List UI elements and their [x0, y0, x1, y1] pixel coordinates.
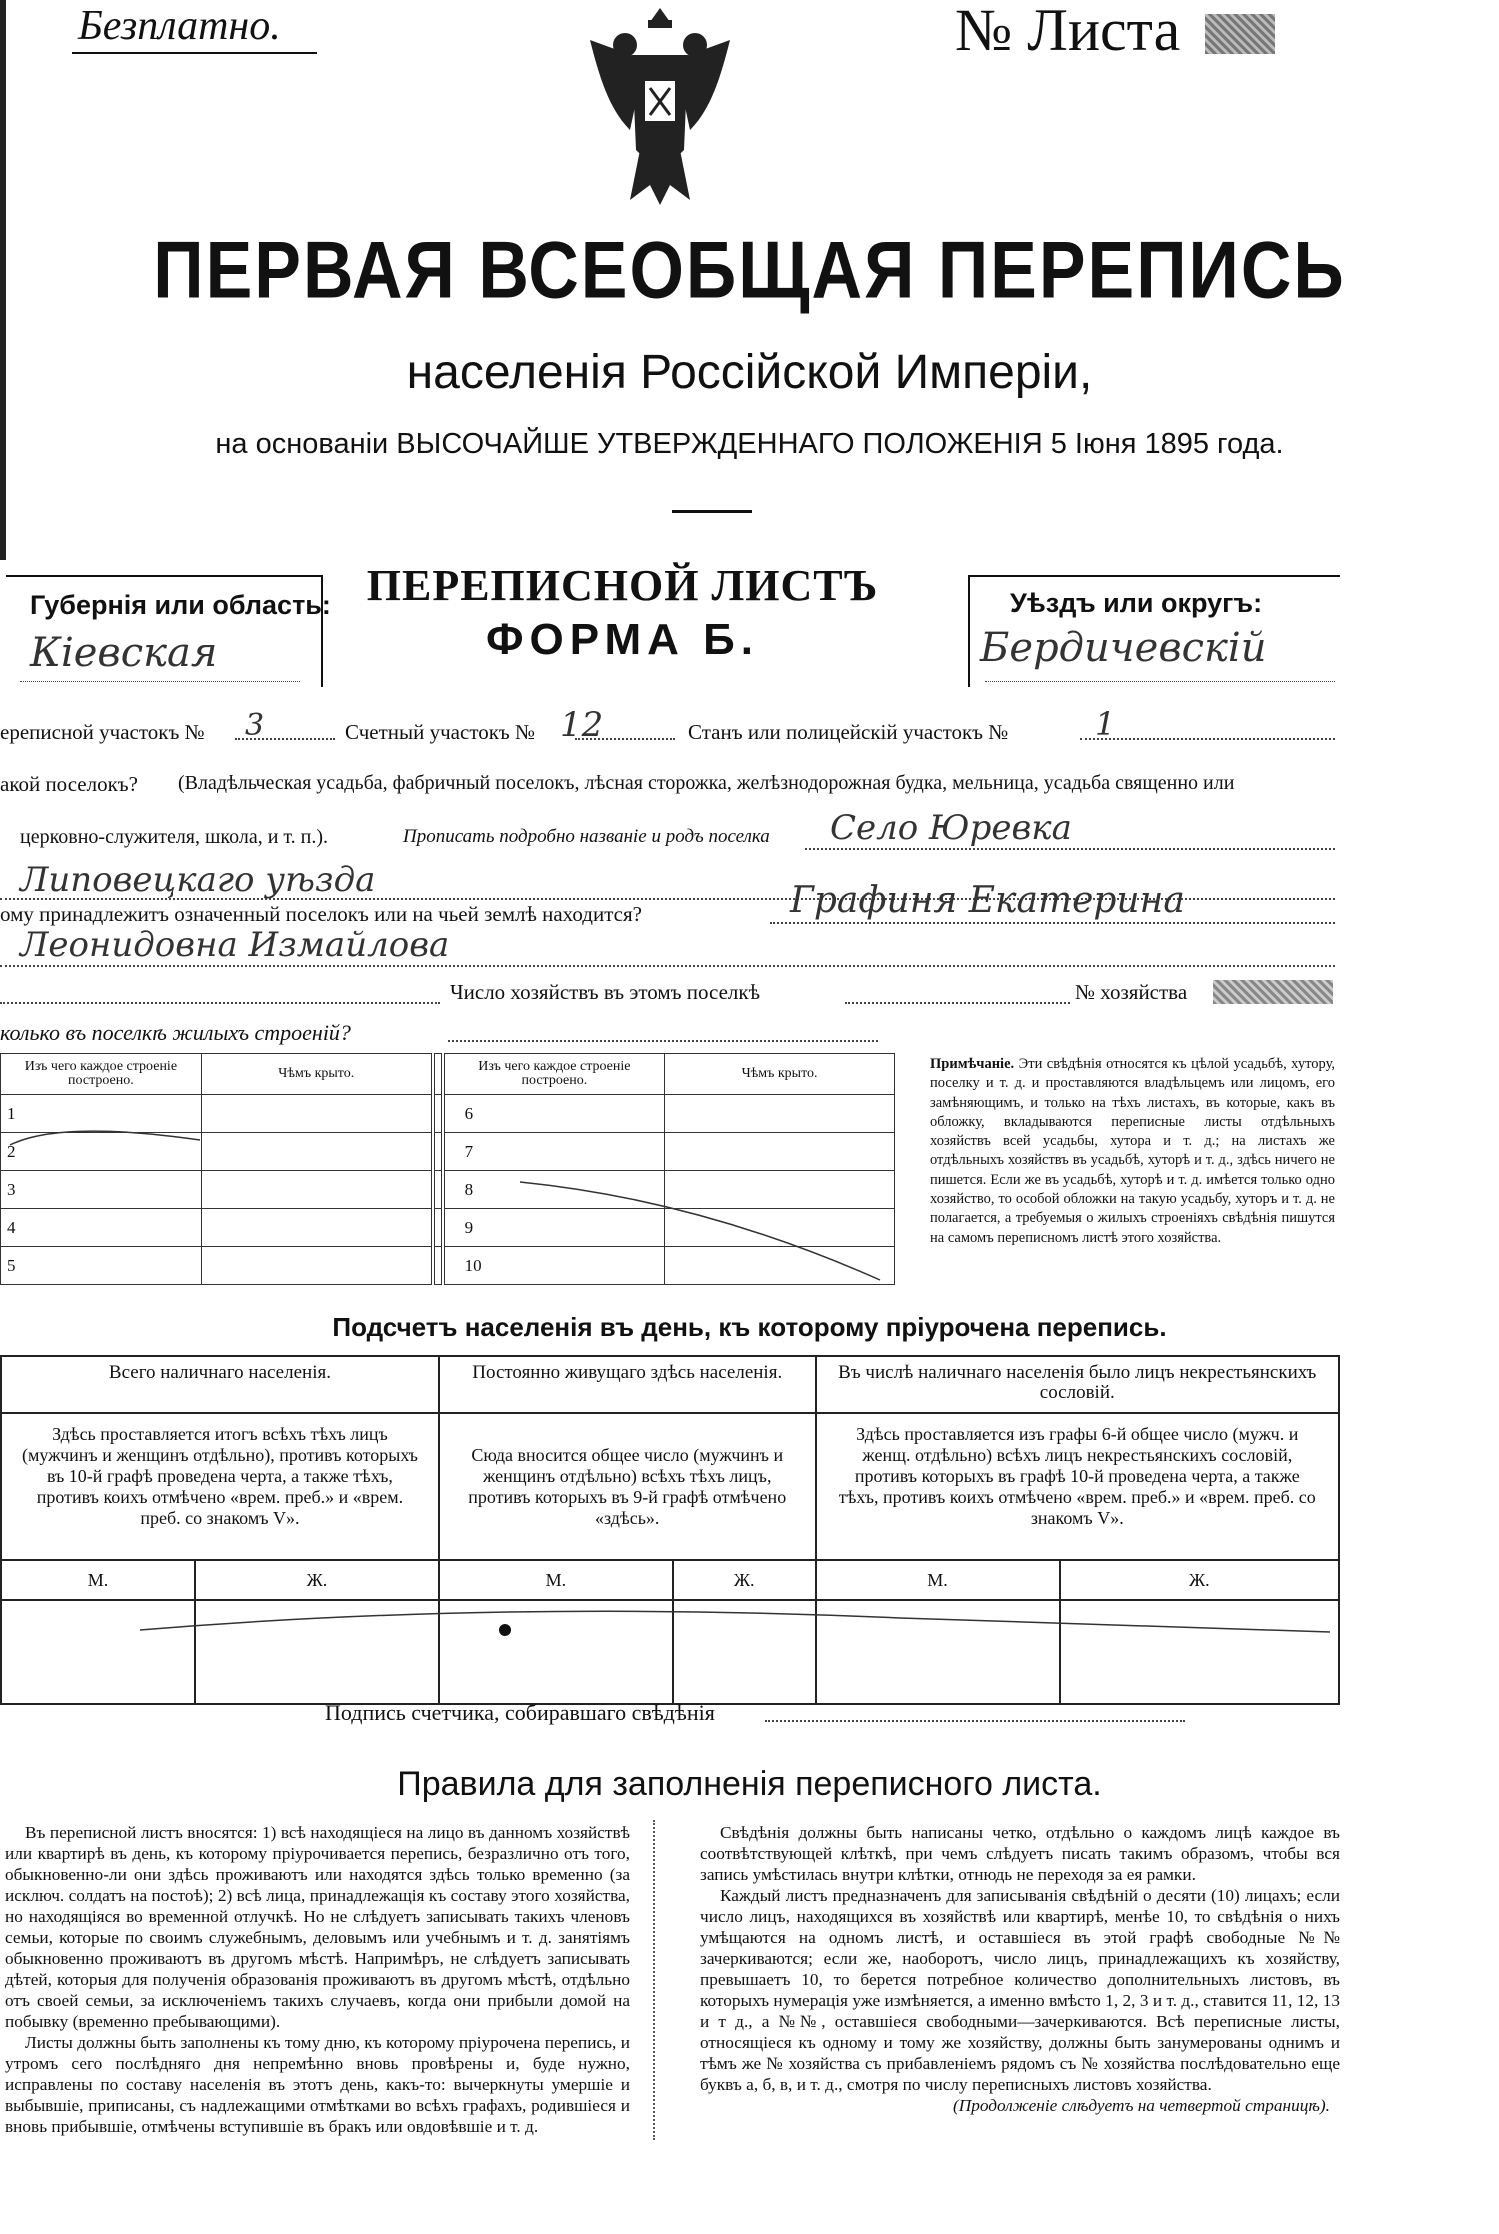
- rules-continued: (Продолженіе слѣдуетъ на четвертой страницѣ).: [952, 2096, 1330, 2115]
- col1-zh: Ж.: [195, 1560, 439, 1600]
- free-label: Безплатно.: [78, 3, 281, 49]
- summary-strike-line: [0, 1600, 1340, 1660]
- owner-label: ому принадлежитъ означенный поселокъ или на чьей землѣ находится?: [0, 902, 642, 926]
- summary-desc-row: [1, 1413, 1339, 1560]
- sheet-number-redacted: [1205, 14, 1275, 54]
- row-number: 7: [443, 1133, 665, 1171]
- col-material-right: Изъ чего каждое строеніе построено.: [443, 1054, 665, 1095]
- buildings-field: [448, 1040, 878, 1042]
- guberniya-underline: [20, 680, 300, 682]
- col1-m: М.: [1, 1560, 195, 1600]
- row-number: 9: [443, 1209, 665, 1247]
- rules-right-p1: Свѣдѣнія должны быть написаны четко, отдѣльно о каждомъ лицѣ каждое въ соотвѣтствующей клѣткѣ, при чемъ слѣдуетъ писать такимъ образомъ, чтобы вся запись умѣстилась внутри клѣтки, отнюдь не переходя за ея рамки.: [700, 1823, 1340, 1884]
- owner-field-2: [0, 965, 1335, 967]
- basis-line: на основаніи ВЫСОЧАЙШЕ УТВЕРЖДЕННАГО ПОЛОЖЕНІЯ 5 Іюня 1895 года.: [215, 428, 1284, 460]
- perepisnoy-label: ереписной участокъ №: [0, 720, 205, 744]
- rules-left-p1: Въ переписной листъ вносятся: 1) всѣ находящіеся на лицо въ данномъ хозяйствѣ или квартирѣ въ день, къ которому пріурочивается перепись, безразлично отъ того, обыкновенно-ли они здѣсь проживаютъ или находятся здѣсь только временно (за исключ. солдатъ на постоѣ); 2) всѣ лица, принадлежащія къ составу этого хозяйства, но находящіяся во временной отлучкѣ. Но не слѣдуетъ записывать такихъ членовъ семьи, которые по своимъ служебнымъ, деловымъ или учебнымъ и т. д. занятіямъ обыкновенно проживаютъ въ другомъ мѣстѣ. Напримѣръ, не слѣдуетъ записывать дѣтей, которыя для полученія образованія проживаютъ въ другомъ мѣстѣ, отдѣльно отъ своей семьи, за исключеніемъ такихъ случаевъ, когда они прибыли домой на побывку (временно пребывающими).: [5, 1823, 630, 2031]
- col2-m: М.: [439, 1560, 673, 1600]
- poselok-hint-2: церковно-служителя, школа, и т. п.).: [20, 826, 328, 848]
- col-roof-left: Чѣмъ крыто.: [201, 1054, 432, 1095]
- note-text: Эти свѣдѣнія относятся къ цѣлой усадьбѣ, хутору, поселку и т. д. и проставляются владѣльцемъ или лицомъ, его замѣняющимъ, и только на тѣхъ листахъ, въ которые, какъ въ обложку, вкладываются переписные листы отдѣльныхъ хозяйствъ всей усадьбы, хутора и т. д.; на листахъ же отдѣльныхъ хозяйствъ въ усадьбѣ, хуторѣ и т. д., здѣсь ничего не пишется. Если же въ усадьбѣ, хуторѣ и т. д. имѣется только одно хозяйство, то особой обложки на такую усадьбу, хуторъ и т. д. не полагается, а требуемыя о жилыхъ строеніяхъ свѣдѣнія пишутся на самомъ переписномъ листѣ этого хозяйства.: [930, 1056, 1336, 1246]
- row-number: 3: [1, 1171, 202, 1209]
- poselok-hint: (Владѣльческая усадьба, фабричный поселокъ, лѣсная сторожка, желѣзнодорожная будка, мельница, усадьба священно или: [178, 772, 1235, 794]
- summary-title: Подсчетъ населенія въ день, къ которому пріурочена перепись.: [332, 1312, 1167, 1342]
- poselok-field-1: [805, 848, 1335, 850]
- rules-left-p2: Листы должны быть заполнены къ тому дню, къ которому пріурочена перепись, и утромъ сего послѣдняго дня непремѣнно вновь провѣрены и, буде нужно, исправлены по составу населенія въ этотъ день, какъ-то: вычеркнуты умершіе и выбывшіе, приписаны, съ надлежащими отмѣтками во всѣхъ графахъ, родившіеся и вновь прибывшіе, отмѣчены вступившіе въ бракъ или овдовѣвшіе и т. д.: [5, 2033, 630, 2136]
- col-roof-right: Чѣмъ крыто.: [665, 1054, 895, 1095]
- form-subtitle: ФОРМА Б.: [485, 615, 760, 664]
- schetny-label: Счетный участокъ №: [345, 720, 536, 744]
- poselok-instruction: Прописать подробно названіе и родъ поселка: [403, 826, 770, 847]
- stan-label: Станъ или полицейскій участокъ №: [688, 720, 1009, 744]
- households-label: Число хозяйствъ въ этомъ поселкѣ: [450, 980, 760, 1004]
- form-title: ПЕРЕПИСНОЙ ЛИСТЪ: [366, 561, 879, 610]
- col3-zh: Ж.: [1060, 1560, 1339, 1600]
- owner-field-1: [770, 922, 1335, 924]
- row-number: 8: [443, 1171, 665, 1209]
- signature-label: Подпись счетчика, собиравшаго свѣдѣнія: [325, 1700, 715, 1725]
- rules-right-p2: Каждый листъ предназначенъ для записыванія свѣдѣній о десяти (10) лицахъ; если число лицъ, находящихся въ хозяйствѣ или квартирѣ, менѣе 10, то свѣдѣнія о нихъ умѣщаются на одномъ листѣ, и оставшіеся въ этой графѣ свободные №№ зачеркиваются; если же, наоборотъ, число лицъ, принадлежащихъ къ хозяйству, превышаетъ 10, то берется потребное количество дополнительныхъ листовъ, въ которыхъ нумерація уже измѣняется, а именно вмѣсто 1, 2, 3 и т. д., ставится 11, 12, 13 и т д., а №№, оставшіеся свободными—зачеркиваются. Всѣ переписные листы, относящіеся къ одному и тому же хозяйству, должны быть занумерованы однимъ и тѣмъ же № хозяйства съ прибавленіемъ рядомъ съ № хозяйства послѣдовательно еще буквъ а, б, в, и т. д., смотря по числу переписныхъ листовъ хозяйства.: [700, 1886, 1340, 2094]
- free-underline: [72, 52, 317, 54]
- poselok-label: акой поселокъ?: [0, 772, 138, 796]
- signature-field: [765, 1720, 1185, 1722]
- row-number: 10: [443, 1247, 665, 1285]
- household-no-redacted: [1213, 980, 1333, 1004]
- rules-right-column: [700, 1822, 1340, 2116]
- page-title: ПЕРВАЯ ВСЕОБЩАЯ ПЕРЕПИСЬ: [153, 225, 1346, 315]
- sheet-number-label: № Листа: [955, 0, 1181, 63]
- schetny-value: 12: [560, 705, 604, 745]
- col1-desc: Здѣсь проставляется итогъ всѣхъ тѣхъ лицъ (мужчинъ и женщинъ отдѣльно), противъ которыхъ въ 10-й графѣ проведена черта, а также тѣхъ, противъ коихъ отмѣчено «врем. преб.» и «врем. преб. со знакомъ V».: [1, 1413, 439, 1560]
- households-dots: [0, 1002, 440, 1004]
- guberniya-value: Кіевская: [30, 630, 218, 676]
- col2-zh: Ж.: [673, 1560, 816, 1600]
- rules-divider: [653, 1820, 657, 2140]
- poselok-value-2: Липовецкаго уѣзда: [20, 860, 376, 900]
- col2-header: Постоянно живущаго здѣсь населенія.: [439, 1356, 816, 1413]
- page-subtitle: населенія Россійской Имперіи,: [406, 346, 1093, 399]
- row-number: 4: [1, 1209, 202, 1247]
- stan-field: [1080, 738, 1335, 740]
- perepisnoy-value: 3: [245, 708, 265, 743]
- col1-header: Всего наличнаго населенія.: [1, 1356, 439, 1413]
- household-no-label: № хозяйства: [1075, 980, 1188, 1004]
- owner-value-2: Леонидовна Измайлова: [20, 925, 450, 965]
- uezd-value: Бердичевскій: [980, 625, 1267, 671]
- double-headed-eagle-icon: [570, 0, 750, 210]
- table-divider: [433, 1054, 443, 1095]
- households-field: [845, 1002, 1070, 1004]
- uezd-underline: [985, 680, 1335, 682]
- row-number: 6: [443, 1095, 665, 1133]
- guberniya-label: Губернія или область:: [30, 590, 331, 620]
- summary-sex-row: [1, 1560, 1339, 1600]
- row-number: 2: [1, 1133, 202, 1171]
- buildings-strike-line: [0, 1090, 900, 1290]
- col2-desc: Сюда вносится общее число (мужчинъ и женщинъ отдѣльно) всѣхъ тѣхъ лицъ, противъ которыхъ въ 9-й графѣ отмѣчено «здѣсь».: [439, 1413, 816, 1560]
- poselok-value-1: Село Юревка: [830, 808, 1072, 848]
- buildings-header-row: [1, 1054, 895, 1095]
- col3-m: М.: [816, 1560, 1060, 1600]
- summary-header-row: [1, 1356, 1339, 1413]
- col3-desc: Здѣсь проставляется изъ графы 6-й общее число (мужч. и женщ. отдѣльно) всѣхъ лицъ некрестьянскихъ сословій, противъ которыхъ въ графѣ 10-й проведена черта, а также тѣхъ, противъ коихъ отмѣчено «врем. преб.» и «врем. преб. со знакомъ V».: [816, 1413, 1339, 1560]
- stan-value: 1: [1095, 705, 1116, 743]
- row-number: 5: [1, 1247, 202, 1285]
- title-rule: [672, 510, 752, 513]
- rules-title: Правила для заполненія переписного листа.: [397, 1765, 1102, 1803]
- row-number: 1: [1, 1095, 202, 1133]
- owner-value-1: Графиня Екатерина: [790, 880, 1185, 921]
- buildings-label: колько въ поселкѣ жилыхъ строеній?: [0, 1020, 351, 1045]
- uezd-label: Уѣздъ или округъ:: [1010, 588, 1263, 618]
- note: [930, 1055, 1335, 1248]
- col-material-left: Изъ чего каждое строеніе построено.: [1, 1054, 202, 1095]
- rules-left-column: [5, 1822, 630, 2137]
- col3-header: Въ числѣ наличнаго населенія было лицъ некрестьянскихъ сословій.: [816, 1356, 1339, 1413]
- note-label: Примѣчаніе.: [930, 1056, 1015, 1072]
